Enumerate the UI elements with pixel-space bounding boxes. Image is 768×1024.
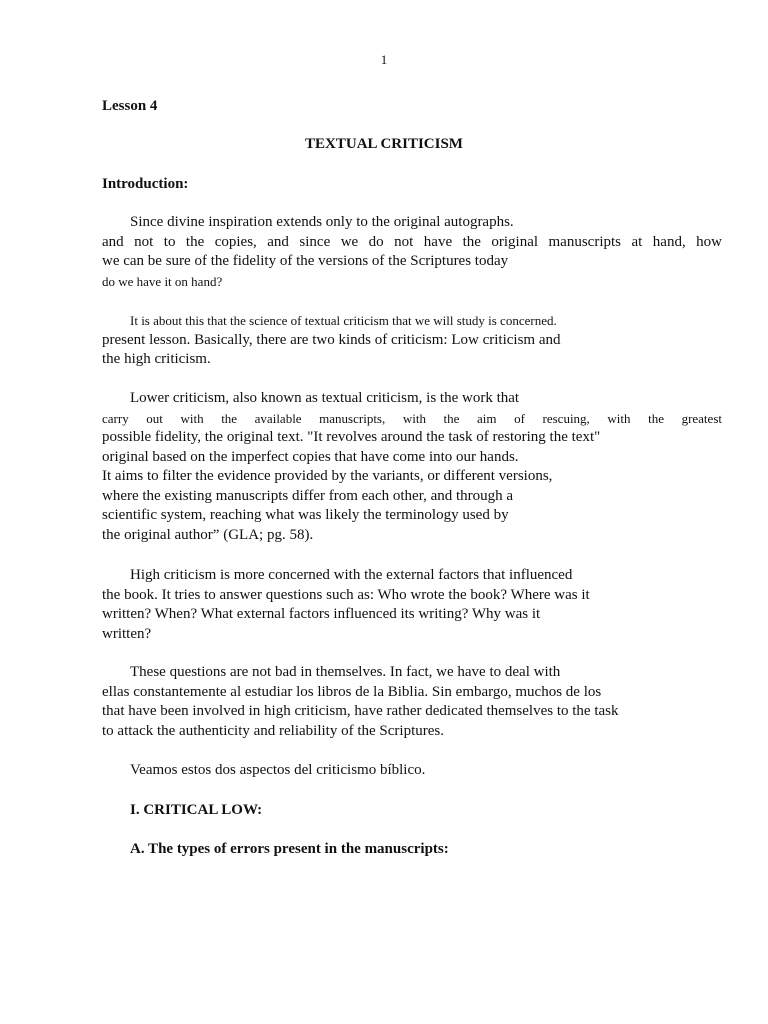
paragraph-line: written? When? What external factors influenced its writing? Why was it (102, 606, 541, 622)
paragraph-line: High criticism is more concerned with the external factors that influenced (130, 567, 573, 583)
paragraph-line: to attack the authenticity and reliability of the Scriptures. (102, 722, 444, 739)
paragraph-line: Lower criticism, also known as textual criticism, is the work that (130, 390, 520, 406)
paragraph-6 (102, 761, 722, 781)
document-title: TEXTUAL CRITICISM (305, 136, 463, 152)
paragraph-line: ellas constantemente al estudiar los libros de la Biblia. Sin embargo, muchos de los (102, 683, 602, 700)
paragraph-line: and not to the copies, and since we do not have the original manuscripts at hand, how (102, 233, 722, 250)
paragraph-line: where the existing manuscripts differ from each other, and through a (102, 487, 514, 504)
subsection-heading: A. The types of errors present in the manuscripts: (130, 841, 449, 857)
paragraph-line: These questions are not bad in themselves. In fact, we have to deal with (130, 664, 561, 680)
paragraph-2 (102, 311, 722, 370)
paragraph-line: written? (102, 625, 152, 642)
paragraph-3 (102, 389, 722, 545)
paragraph-4 (102, 566, 722, 644)
paragraph-line: do we have it on hand? (102, 273, 223, 289)
lesson-label: Lesson 4 (102, 98, 158, 114)
paragraph-line: possible fidelity, the original text. "It revolves around the task of restoring the text" (102, 429, 601, 445)
page-number: 1 (380, 52, 388, 67)
paragraph-5 (102, 663, 722, 741)
paragraph-line: Since divine inspiration extends only to the original autographs. (130, 214, 514, 230)
introduction-heading: Introduction: (102, 176, 189, 192)
paragraph-line: Veamos estos dos aspectos del criticismo bíblico. (130, 762, 426, 778)
paragraph-line: the original author” (GLA; pg. 58). (102, 526, 314, 543)
paragraph-line: It aims to filter the evidence provided by the variants, or different versions, (102, 468, 553, 484)
paragraph-1 (102, 213, 722, 291)
paragraph-line: It is about this that the science of textual criticism that we will study is concerned. (130, 313, 557, 328)
paragraph-line: the high criticism. (102, 351, 211, 367)
paragraph-line: present lesson. Basically, there are two kinds of criticism: Low criticism and (102, 331, 561, 348)
paragraph-line: carry out with the available manuscripts, with the aim of rescuing, with the greatest (102, 410, 722, 426)
section-heading: I. CRITICAL LOW: (130, 802, 263, 818)
paragraph-line: that have been involved in high criticism, have rather dedicated themselves to the task (102, 703, 619, 719)
paragraph-line: we can be sure of the fidelity of the versions of the Scriptures today (102, 253, 509, 269)
paragraph-line: original based on the imperfect copies that have come into our hands. (102, 448, 519, 465)
paragraph-line: scientific system, reaching what was likely the terminology used by (102, 507, 509, 523)
paragraph-line: the book. It tries to answer questions such as: Who wrote the book? Where was it (102, 586, 590, 603)
